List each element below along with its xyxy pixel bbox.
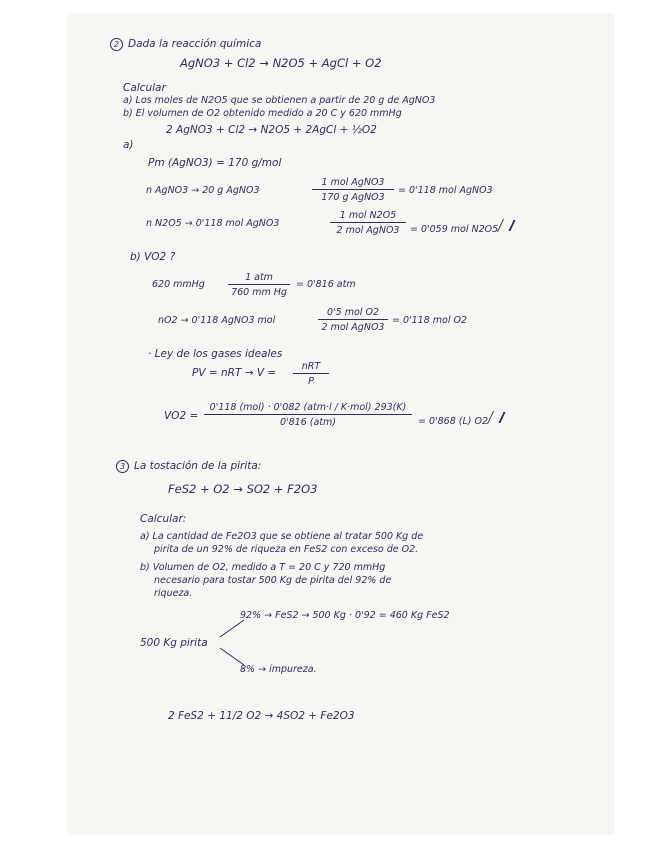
branch-start-pyrite: 500 Kg pirita xyxy=(140,637,208,649)
fraction-numerator: 1 atm xyxy=(228,272,290,285)
question-3a-line-1: a) La cantidad de Fe2O3 que se obtiene al tratar 500 Kg de xyxy=(140,531,424,542)
question-a: a) Los moles de N2O5 que se obtienen a partir de 20 g de AgNO3 xyxy=(123,95,436,106)
fraction-numerator: 1 mol AgNO3 xyxy=(312,177,394,190)
fraction-denominator: 760 mm Hg xyxy=(231,287,287,298)
pyrite-equation: FeS2 + O2 → SO2 + F2O3 xyxy=(168,482,318,496)
result-text: = 0'868 (L) O2 xyxy=(418,416,489,427)
question-3b-line-3: riqueza. xyxy=(154,588,193,599)
scanned-page xyxy=(68,14,613,834)
question-3b-line-1: b) Volumen de O2, medido a T = 20 C y 720 mmHg xyxy=(140,562,386,573)
calcular-label-3: Calcular: xyxy=(140,513,187,525)
balanced-pyrite-equation: 2 FeS2 + 11/2 O2 → 4SO2 + Fe2O3 xyxy=(168,710,355,722)
branch-pure-fes2: 92% → FeS2 → 500 Kg · 0'92 = 460 Kg FeS2 xyxy=(240,610,450,621)
result-text: = 0'059 mol N2O5 xyxy=(410,224,499,235)
ideal-gas-equation: PV = nRT → V = xyxy=(192,367,277,379)
calcular-label: Calcular xyxy=(123,82,166,94)
question-3b-line-2: necesario para tostar 500 Kg de pirita del 92% de xyxy=(154,575,392,586)
balanced-equation: 2 AgNO3 + Cl2 → N2O5 + 2AgCl + ½O2 xyxy=(166,124,377,136)
fraction-numerator: 0'118 (mol) · 0'082 (atm·l / K·mol) 293(K) xyxy=(204,402,412,415)
pressure-left: 620 mmHg xyxy=(152,279,205,290)
fraction-numerator: 1 mol N2O5 xyxy=(330,210,406,223)
fraction-denominator: P xyxy=(308,376,314,387)
moles-agno3-left: n AgNO3 → 20 g AgNO3 xyxy=(146,185,260,196)
fraction-numerator: 0'5 mol O2 xyxy=(318,307,388,320)
volume-o2-left: VO2 = xyxy=(164,410,199,422)
fraction-denominator: 2 mol AgNO3 xyxy=(336,225,400,236)
branch-impurity: 8% → impureza. xyxy=(240,664,317,675)
problem-number-badge: 2 xyxy=(110,38,123,51)
problem-2-title: Dada la reacción química xyxy=(128,38,262,50)
reaction-equation: AgNO3 + Cl2 → N2O5 + AgCl + O2 xyxy=(180,56,382,70)
question-b: b) El volumen de O2 obtenido medido a 20 C y 620 mmHg xyxy=(123,108,402,119)
moles-o2-result: = 0'118 mol O2 xyxy=(392,315,468,326)
molar-mass-line: Pm (AgNO3) = 170 g/mol xyxy=(148,157,282,169)
moles-n2o5-left: n N2O5 → 0'118 mol AgNO3 xyxy=(146,218,280,229)
fraction-denominator: 2 mol AgNO3 xyxy=(321,322,385,333)
moles-agno3-result: = 0'118 mol AgNO3 xyxy=(398,185,493,196)
fraction-denominator: 170 g AgNO3 xyxy=(321,192,385,203)
part-a-label: a) xyxy=(123,139,134,151)
pressure-result: = 0'816 atm xyxy=(296,279,356,290)
problem-3-title: La tostación de la pirita: xyxy=(134,460,262,472)
moles-o2-left: nO2 → 0'118 AgNO3 mol xyxy=(158,315,276,326)
problem-number-badge: 3 xyxy=(116,460,129,473)
fraction-numerator: nRT xyxy=(293,361,329,374)
ideal-gas-law-heading: · Ley de los gases ideales xyxy=(148,348,283,360)
question-3a-line-2: pirita de un 92% de riqueza en FeS2 con exceso de O2. xyxy=(154,544,419,555)
part-b-label: b) VO2 ? xyxy=(130,251,176,263)
fraction-denominator: 0'816 (atm) xyxy=(279,417,337,428)
